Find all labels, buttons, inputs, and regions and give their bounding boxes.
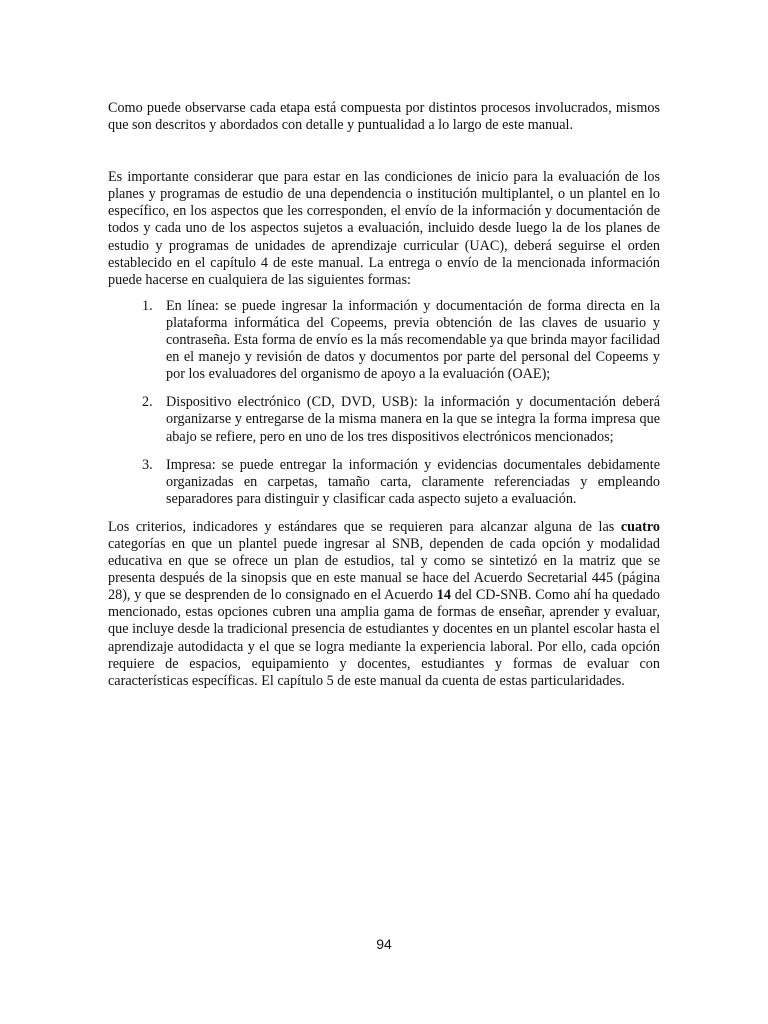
document-page xyxy=(108,100,660,690)
criteria-bold-cuatro: cuatro xyxy=(620,518,660,535)
list-item-number: 1. xyxy=(142,297,153,314)
list-item-text: Dispositivo electrónico (CD, DVD, USB): la información y documentación deberá organizarse y entregarse de la misma manera en la que se integra la forma impresa que abajo se refiere, pero en uno de los tres dispositivos electrónicos mencionados; xyxy=(166,394,660,445)
criteria-text-part-2: categorías en que un plantel puede ingresar al SNB, dependen de cada opción y modalidad educativa en que se ofrece un plan de estudios, tal y como se sintetizó en la matriz que se presenta después de la sinopsis que en este manual se hace del Acuerdo Secretarial 445 (página 28), y que se desprenden de lo consignado en el Acuerdo xyxy=(108,535,660,604)
criteria-bold-acuerdo-number: 14 xyxy=(436,587,451,604)
criteria-text-part-1: Los criterios, indicadores y estándares que se requieren para alcanzar alguna de las xyxy=(108,518,621,535)
conditions-paragraph: Es importante considerar que para estar en las condiciones de inicio para la evaluación de los planes y programas de estudio de una dependencia o institución multiplantel, o un plantel en lo específico, en los aspectos que les corresponden, el envío de la información y documentación de todos y cada uno de los aspectos sujetos a evaluación, incluido desde luego la de los planes de estudio y programas de unidades de aprendizaje curricular (UAC), deberá seguirse el orden establecido en el capítulo 4 de este manual. La entrega o envío de la mencionada información puede hacerse en cualquiera de las siguientes formas: xyxy=(108,169,660,288)
list-item-text: Impresa: se puede entregar la información y evidencias documentales debidamente organizadas en carpetas, tamaño carta, claramente referenciadas y empleando separadores para distinguir y clasificar cada aspecto sujeto a evaluación. xyxy=(166,456,660,507)
criteria-paragraph xyxy=(108,519,660,690)
delivery-options-list xyxy=(108,298,660,508)
page-number: 94 xyxy=(376,936,392,952)
list-item xyxy=(108,457,660,508)
intro-paragraph: Como puede observarse cada etapa está compuesta por distintos procesos involucrados, mismos que son descritos y abordados con detalle y puntualidad a lo largo de este manual. xyxy=(108,100,660,134)
list-item-number: 3. xyxy=(142,456,153,473)
criteria-text-part-3: del CD-SNB. Como ahí ha quedado mencionado, estas opciones cubren una amplia gama de formas de enseñar, aprender y evaluar, que incluye desde la tradicional presencia de estudiantes y docentes en un plantel escolar hasta el aprendizaje autodidacta y el que se logra mediante la experiencia laboral. Por ello, cada opción requiere de espacios, equipamiento y docentes, estudiantes y formas de evaluar con características específicas. El capítulo 5 de este manual da cuenta de estas particularidades. xyxy=(108,587,661,689)
list-item-number: 2. xyxy=(142,394,153,411)
list-item xyxy=(108,298,660,383)
list-item-text: En línea: se puede ingresar la información y documentación de forma directa en la plataforma informática del Copeems, previa obtención de las claves de usuario y contraseña. Esta forma de envío es la más recomendable ya que brinda mayor facilidad en el manejo y revisión de datos y documentos por parte del personal del Copeems y por los evaluadores del organismo de apoyo a la evaluación (OAE); xyxy=(166,297,660,383)
list-item xyxy=(108,394,660,445)
